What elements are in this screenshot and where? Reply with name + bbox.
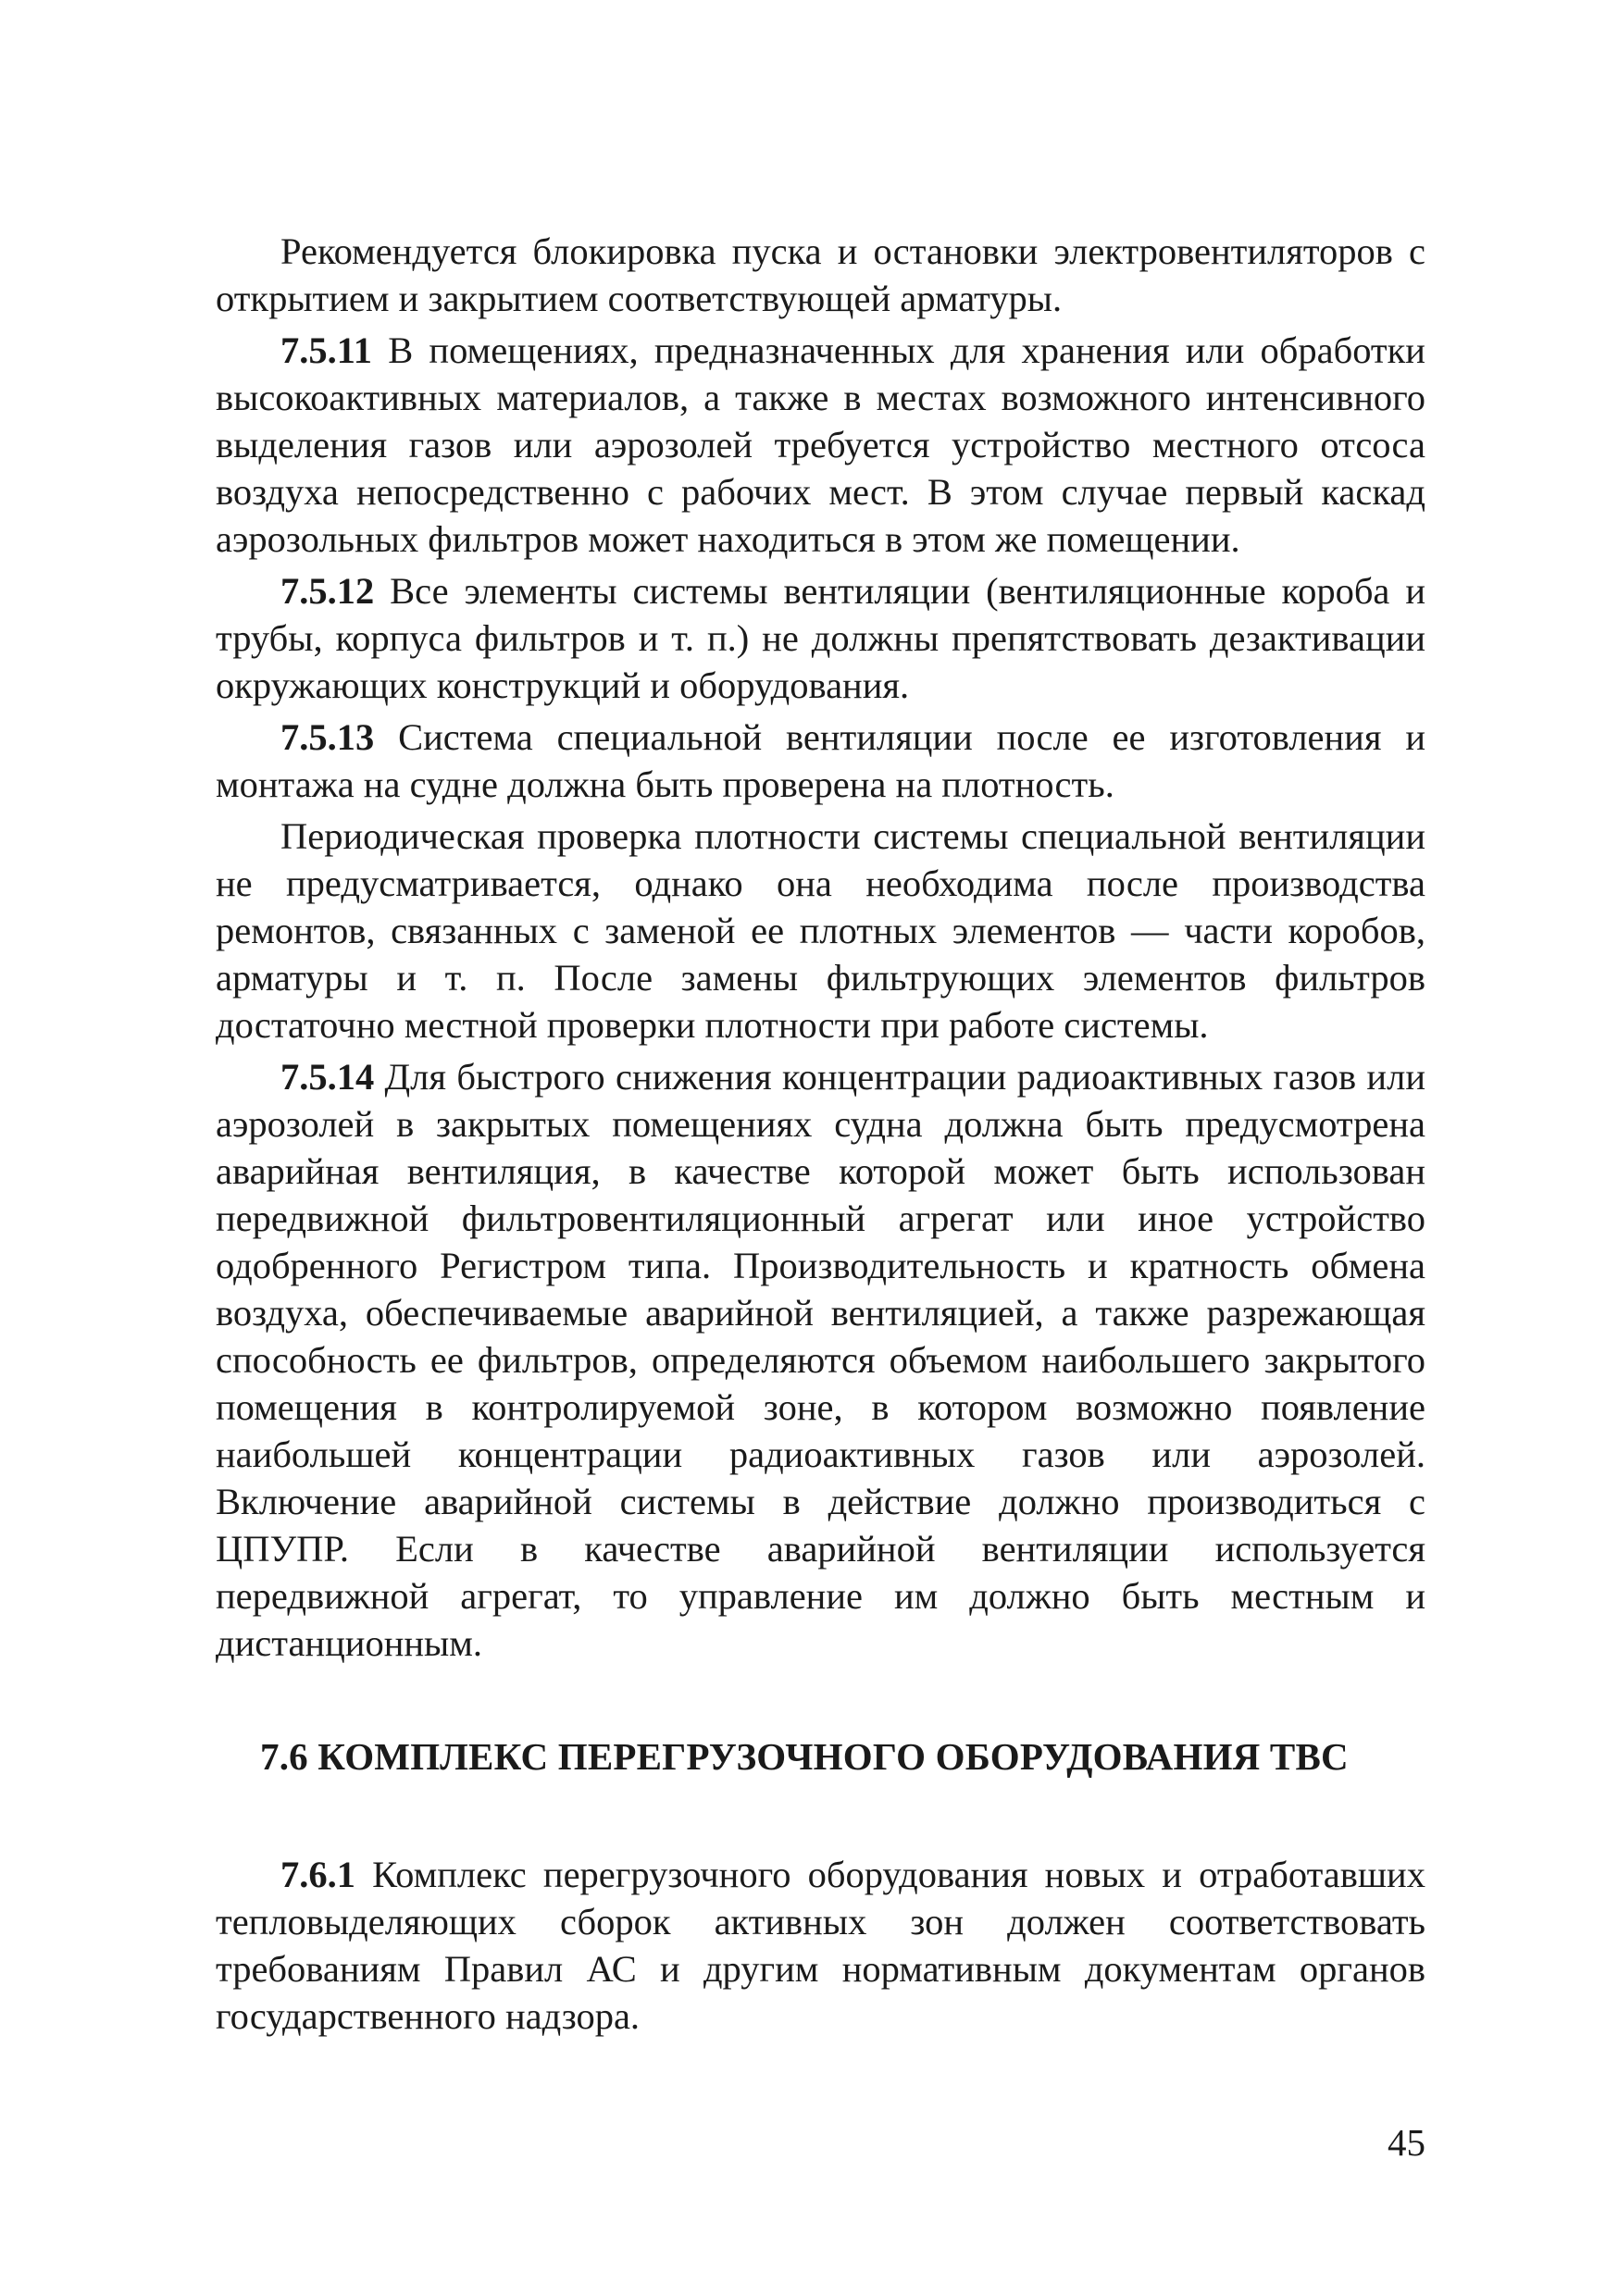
paragraph-periodic-check [216, 813, 1425, 1049]
clause-number: 7.5.11 [280, 329, 373, 371]
page-number: 45 [1388, 2121, 1425, 2164]
paragraph-text: Для быстрого снижения концентрации радиоактивных газов или аэрозолей в закрытых помещениях судна должна быть предусмотрена аварийная вентиляция, в качестве которой может быть использован передвижной фильтровентиляционный агрегат или иное устройство одобренного Регистром типа. Производительность и кратность обмена воздуха, обеспечиваемые аварийной вентиляцией, а также разрежающая способность ее фильтров, определяются объемом наибольшего закрытого помещения в контролируемой зоне, в котором возможно появление наибольшей концентрации радиоактивных газов или аэрозолей. Включение аварийной системы в действие должно производиться с ЦПУПР. Если в качестве аварийной вентиляции используется передвижной агрегат, то управление им должно быть местным и дистанционным. [216, 1056, 1425, 1664]
paragraph-7-5-11 [216, 327, 1425, 563]
page-content [216, 228, 1425, 2044]
clause-number: 7.5.13 [280, 716, 375, 758]
paragraph-7-5-14 [216, 1053, 1425, 1667]
paragraph-7-5-12 [216, 567, 1425, 709]
paragraph-text: Периодическая проверка плотности системы специальной вентиляции не предусматривается, однако она необходима после производства ремонтов, связанных с заменой ее плотных элементов — части коробов, арматуры и т. п. После замены фильтрующих элементов фильтров достаточно местной проверки плотности при работе системы. [216, 815, 1425, 1046]
paragraph-7-5-13 [216, 714, 1425, 808]
paragraph-text: Все элементы системы вентиляции (вентиляционные короба и трубы, корпуса фильтров и т. п.) не должны препятствовать дезактивации окружающих конструкций и оборудования. [216, 570, 1425, 706]
paragraph-text: Рекомендуется блокировка пуска и остановки электровентиляторов с открытием и закрытием соответствующей арматуры. [216, 230, 1425, 319]
clause-number: 7.5.14 [280, 1056, 375, 1098]
paragraph-7-6-1 [216, 1851, 1425, 2040]
section-heading: 7.6 КОМПЛЕКС ПЕРЕГРУЗОЧНОГО ОБОРУДОВАНИЯ ТВС [260, 1735, 1349, 1778]
paragraph-text: Комплекс перегрузочного оборудования новых и отработавших тепловыделяющих сборок активных зон должен соответствовать требованиям Правил АС и другим нормативным документам органов государственного надзора. [216, 1854, 1425, 2037]
clause-number: 7.6.1 [280, 1854, 355, 1895]
paragraph-interlock-recommendation [216, 228, 1425, 322]
paragraph-text: Система специальной вентиляции после ее изготовления и монтажа на судне должна быть проверена на плотность. [216, 716, 1425, 805]
paragraph-text: В помещениях, предназначенных для хранения или обработки высокоактивных материалов, а также в местах возможного интенсивного выделения газов или аэрозолей требуется устройство местного отсоса воздуха непосредственно с рабочих мест. В этом случае первый каскад аэрозольных фильтров может находиться в этом же помещении. [216, 329, 1425, 560]
clause-number: 7.5.12 [280, 570, 375, 612]
